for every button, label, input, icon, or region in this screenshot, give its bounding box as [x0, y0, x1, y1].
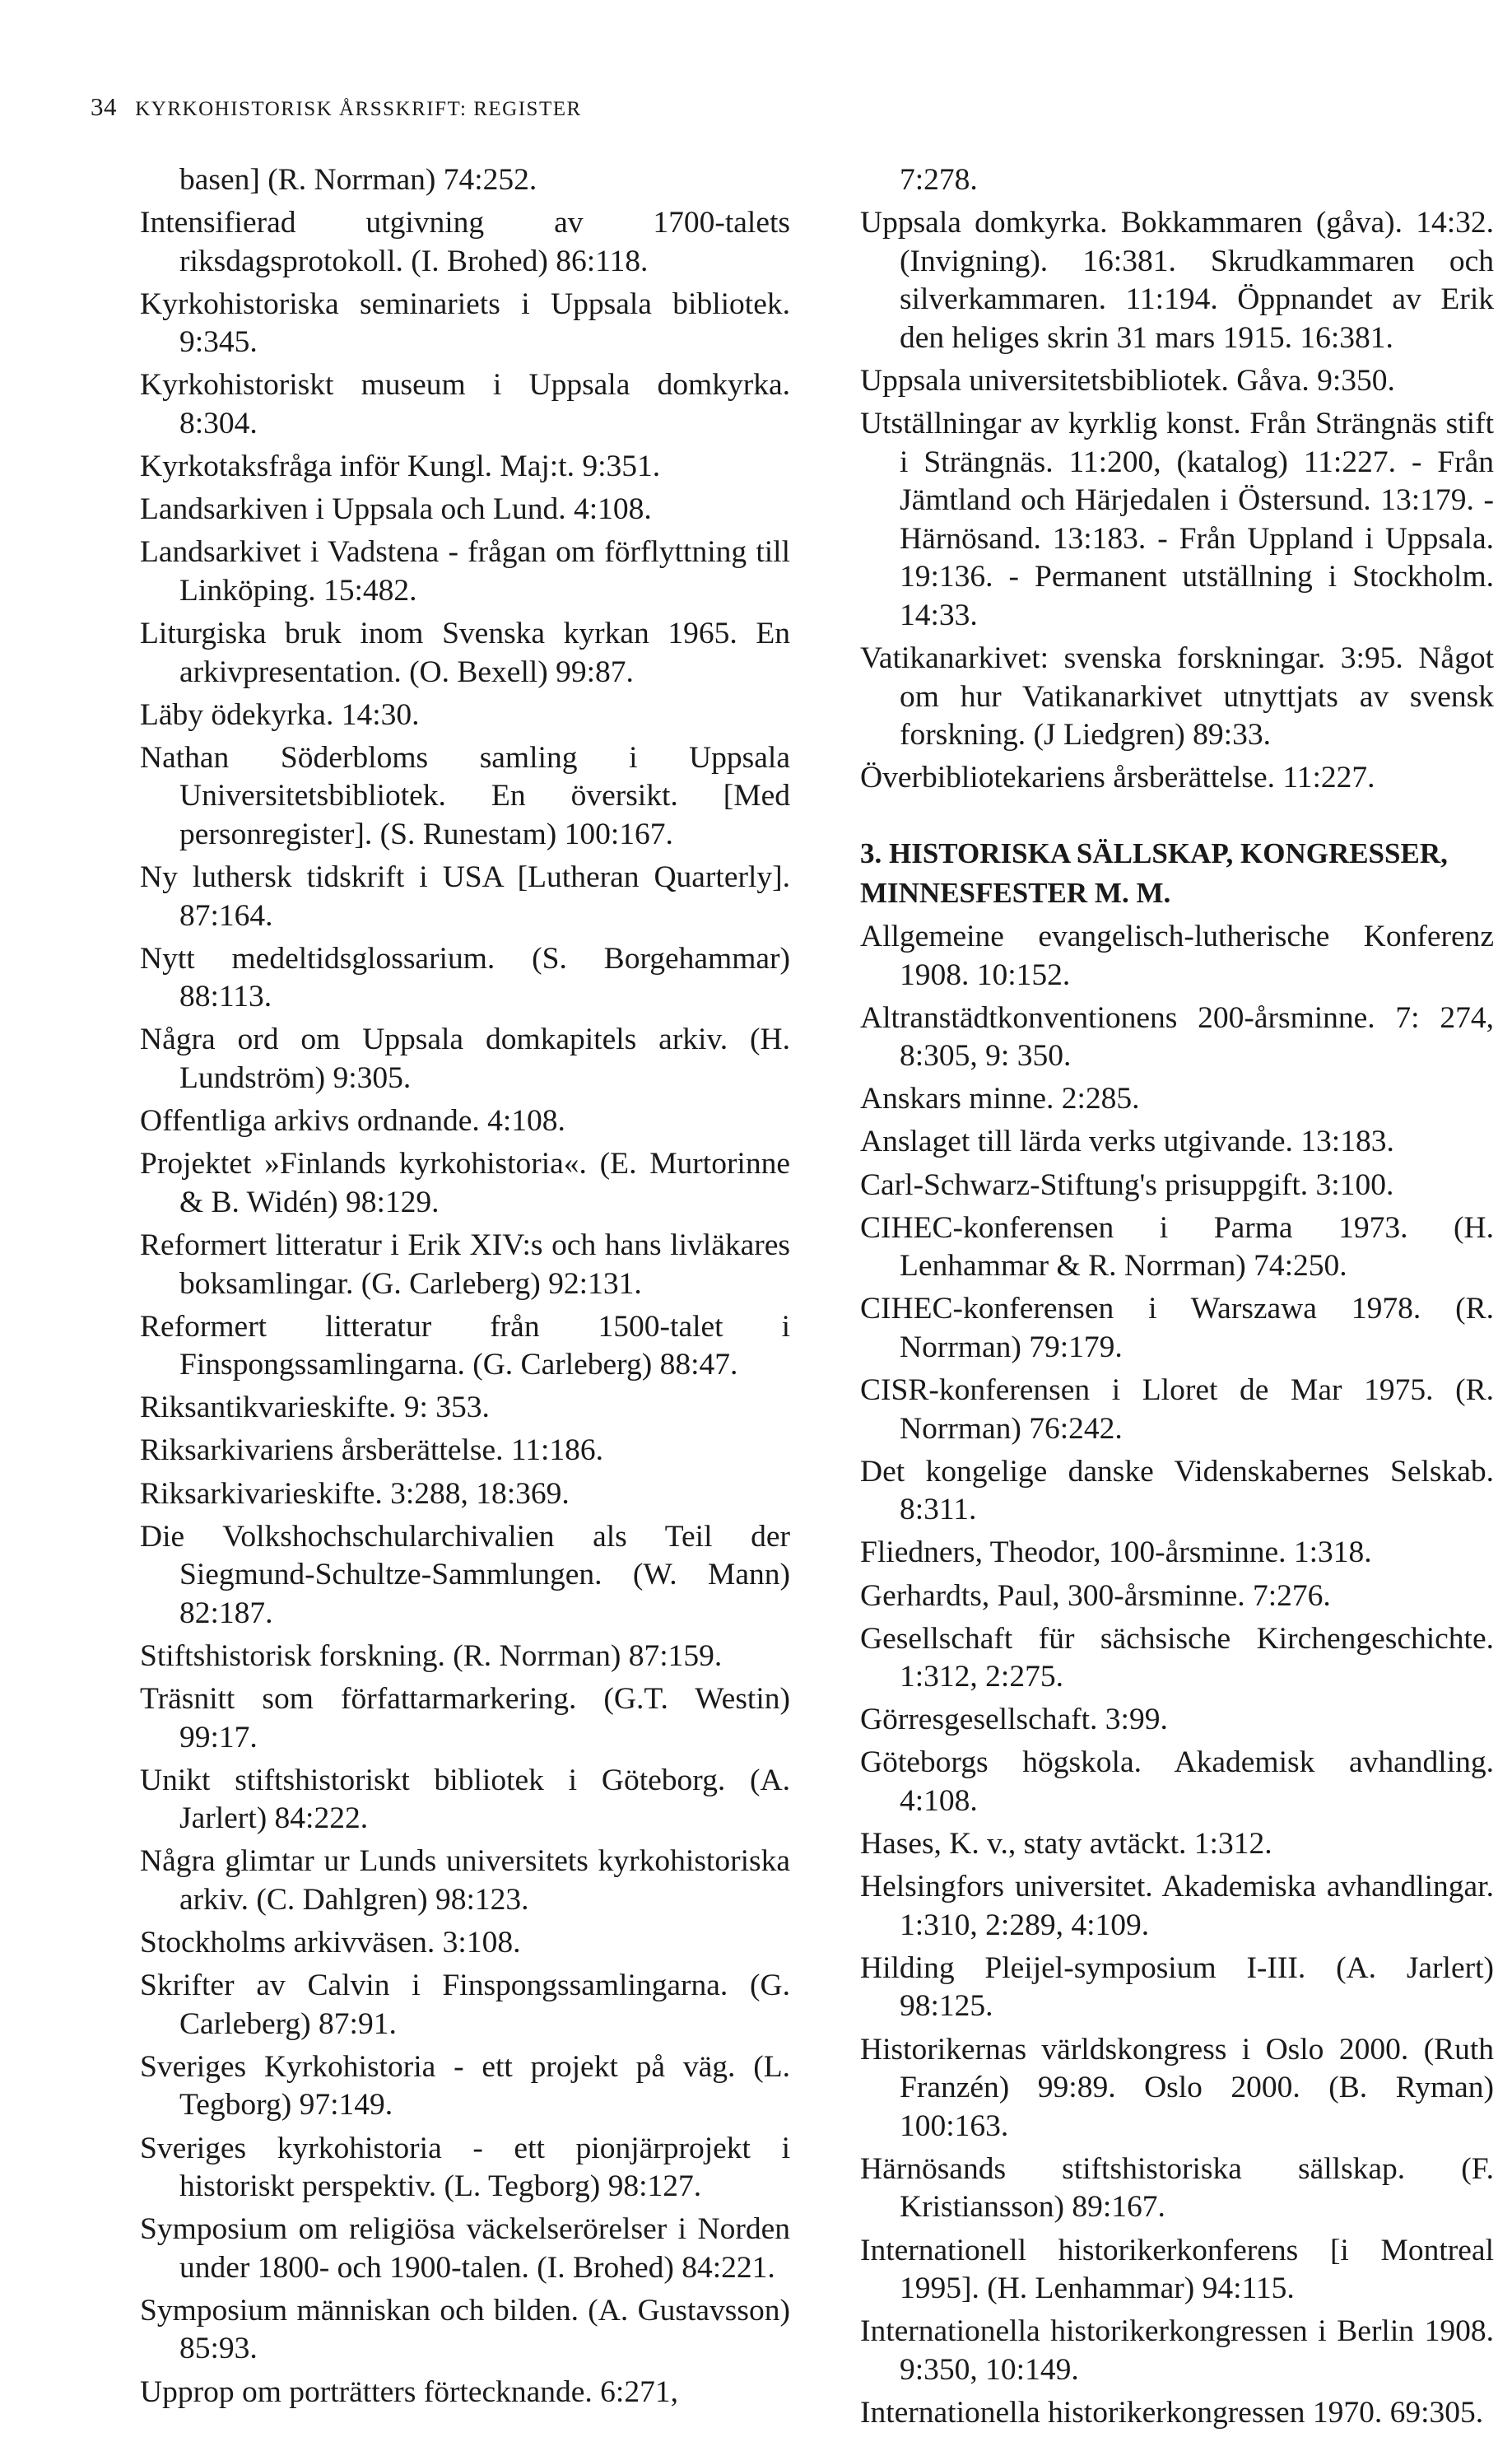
index-entry: Nathan Söderbloms samling i Uppsala Universitetsbibliotek. En översikt. [Med personregister]. (S. Runestam) 100:167.: [140, 740, 790, 851]
left-column: [140, 161, 790, 2416]
index-entry: Internationella historikerkongressen i Berlin 1908. 9:350, 10:149.: [860, 2314, 1494, 2387]
index-entry: Vatikanarkivet: svenska forskningar. 3:95. Något om hur Vatikanarkivet utnyttjats av svensk forskning. (J Liedgren) 89:33.: [860, 641, 1494, 753]
index-entry: Historikernas världskongress i Oslo 2000. (Ruth Franzén) 99:89. Oslo 2000. (B. Ryman) 100:163.: [860, 2032, 1494, 2143]
index-entry: Gerhardts, Paul, 300-årsminne. 7:276.: [860, 1578, 1331, 1613]
index-entry: Die Volkshochschularchivalien als Teil der Siegmund-Schultze-Sammlungen. (W. Mann) 82:187.: [140, 1519, 790, 1630]
index-entry: Gesellschaft für sächsische Kirchengeschichte. 1:312, 2:275.: [860, 1621, 1494, 1694]
page-number: 34: [91, 92, 117, 121]
index-entry: Internationella historikerkongressen 1970. 69:305.: [860, 2395, 1484, 2430]
index-entry: CIHEC-konferensen i Parma 1973. (H. Lenhammar & R. Norrman) 74:250.: [860, 1210, 1494, 1284]
index-entry: Landsarkivet i Vadstena - frågan om förflyttning till Linköping. 15:482.: [140, 535, 790, 608]
index-entry: Riksantikvarieskifte. 9: 353.: [140, 1391, 490, 1425]
index-entry: Hilding Pleijel-symposium I-III. (A. Jarlert) 98:125.: [860, 1950, 1494, 2024]
index-entry: Helsingfors universitet. Akademiska avhandlingar. 1:310, 2:289, 4:109.: [860, 1870, 1494, 1942]
index-entry: Unikt stiftshistoriskt bibliotek i Göteborg. (A. Jarlert) 84:222.: [140, 1763, 790, 1836]
section-entries: [860, 918, 1494, 2432]
index-entry: Det kongelige danske Videnskabernes Selskab. 8:311.: [860, 1454, 1494, 1527]
index-entry: Reformert litteratur från 1500-talet i Finspongssamlingarna. (G. Carleberg) 88:47.: [140, 1309, 790, 1382]
index-entry: Skrifter av Calvin i Finspongssamlingarna. (G. Carleberg) 87:91.: [140, 1969, 790, 2041]
index-entry: Internationell historikerkonferens [i Montreal 1995]. (H. Lenhammar) 94:115.: [860, 2233, 1494, 2306]
index-entry: Sveriges Kyrkohistoria - ett projekt på väg. (L. Tegborg) 97:149.: [140, 2049, 790, 2122]
index-entry: Offentliga arkivs ordnande. 4:108.: [140, 1104, 565, 1139]
index-entry: 7:278.: [900, 163, 978, 197]
index-entry: Läby ödekyrka. 14:30.: [140, 697, 420, 732]
index-entry: Några ord om Uppsala domkapitels arkiv. (H. Lundström) 9:305.: [140, 1023, 790, 1096]
right-column: [860, 161, 1494, 2437]
running-title: KYRKOHISTORISK ÅRSSKRIFT: REGISTER: [135, 98, 582, 120]
index-entry: Symposium människan och bilden. (A. Gustavsson) 85:93.: [140, 2293, 790, 2366]
index-entry: Stockholms arkivväsen. 3:108.: [140, 1926, 521, 1960]
section-heading: 3. HISTORISKA SÄLLSKAP, KONGRESSER, MINNESFESTER M. M.: [860, 837, 1448, 909]
index-entry: Liturgiska bruk inom Svenska kyrkan 1965. En arkivpresentation. (O. Bexell) 99:87.: [140, 617, 790, 689]
index-entry: Allgemeine evangelisch-lutherische Konferenz 1908. 10:152.: [860, 920, 1494, 992]
running-header: [91, 92, 582, 122]
index-entry: Anskars minne. 2:285.: [860, 1082, 1140, 1116]
index-entry: Uppsala universitetsbibliotek. Gåva. 9:350.: [860, 363, 1395, 398]
index-entry: Sveriges kyrkohistoria - ett pionjärprojekt i historiskt perspektiv. (L. Tegborg) 98:127.: [140, 2131, 790, 2204]
index-entry: basen] (R. Norrman) 74:252.: [179, 163, 537, 197]
index-entry: Landsarkiven i Uppsala och Lund. 4:108.: [140, 492, 652, 527]
index-entry: Träsnitt som författarmarkering. (G.T. Westin) 99:17.: [140, 1681, 790, 1754]
index-entry: Carl-Schwarz-Stiftung's prisuppgift. 3:100.: [860, 1167, 1394, 1202]
index-entry: Fliedners, Theodor, 100-årsminne. 1:318.: [860, 1535, 1372, 1570]
index-entry: Görresgesellschaft. 3:99.: [860, 1703, 1168, 1737]
index-entry: Upprop om porträtters förtecknande. 6:271,: [140, 2374, 678, 2409]
index-entry: Stiftshistorisk forskning. (R. Norrman) 87:159.: [140, 1638, 723, 1673]
index-entry: Överbibliotekariens årsberättelse. 11:227.: [860, 761, 1375, 795]
index-entry: Symposium om religiösa väckelserörelser i Norden under 1800- och 1900-talen. (I. Brohed) 84:221.: [140, 2212, 790, 2285]
index-entry: Härnösands stiftshistoriska sällskap. (F. Kristiansson) 89:167.: [860, 2151, 1494, 2225]
index-entry: Kyrkohistoriskt museum i Uppsala domkyrka. 8:304.: [140, 368, 790, 441]
index-entry: Kyrkotaksfråga inför Kungl. Maj:t. 9:351.: [140, 450, 661, 484]
index-entry: Göteborgs högskola. Akademisk avhandling. 4:108.: [860, 1745, 1494, 1818]
index-entry: Ny luthersk tidskrift i USA [Lutheran Quarterly]. 87:164.: [140, 860, 790, 933]
index-entry: Nytt medeltidsglossarium. (S. Borgehammar) 88:113.: [140, 941, 790, 1014]
index-entry: Reformert litteratur i Erik XIV:s och hans livläkares boksamlingar. (G. Carleberg) 92:131.: [140, 1228, 790, 1301]
index-entry: Kyrkohistoriska seminariets i Uppsala bibliotek. 9:345.: [140, 287, 790, 360]
index-entry: Några glimtar ur Lunds universitets kyrkohistoriska arkiv. (C. Dahlgren) 98:123.: [140, 1844, 790, 1917]
index-entry: Hases, K. v., staty avtäckt. 1:312.: [860, 1827, 1272, 1862]
index-entry: CISR-konferensen i Lloret de Mar 1975. (R. Norrman) 76:242.: [860, 1373, 1494, 1446]
index-entry: Uppsala domkyrka. Bokkammaren (gåva). 14:32. (Invigning). 16:381. Skrudkammaren och silverkammaren. 11:194. Öppnandet av Erik den heliges skrin 31 mars 1915. 16:381.: [860, 206, 1494, 355]
index-entry: Projektet »Finlands kyrkohistoria«. (E. Murtorinne & B. Widén) 98:129.: [140, 1147, 790, 1219]
index-entry: Riksarkivarieskifte. 3:288, 18:369.: [140, 1476, 570, 1511]
right-column-entries: [860, 161, 1494, 798]
index-entry: Riksarkivariens årsberättelse. 11:186.: [140, 1433, 604, 1468]
index-entry: Anslaget till lärda verks utgivande. 13:183.: [860, 1125, 1394, 1159]
index-entry: CIHEC-konferensen i Warszawa 1978. (R. Norrman) 79:179.: [860, 1292, 1494, 1364]
index-entry: Intensifierad utgivning av 1700-talets riksdagsprotokoll. (I. Brohed) 86:118.: [140, 206, 790, 278]
index-entry: Altranstädtkonventionens 200-årsminne. 7: 274, 8:305, 9: 350.: [860, 1000, 1494, 1074]
index-entry: Utställningar av kyrklig konst. Från Strängnäs stift i Strängnäs. 11:200, (katalog) 11:227. - Från Jämtland och Härjedalen i Östersund. 13:179. - Härnösand. 13:183. - Från Uppland i Uppsala. 19:136. - Permanent utställning i Stockholm. 14:33.: [860, 407, 1494, 633]
